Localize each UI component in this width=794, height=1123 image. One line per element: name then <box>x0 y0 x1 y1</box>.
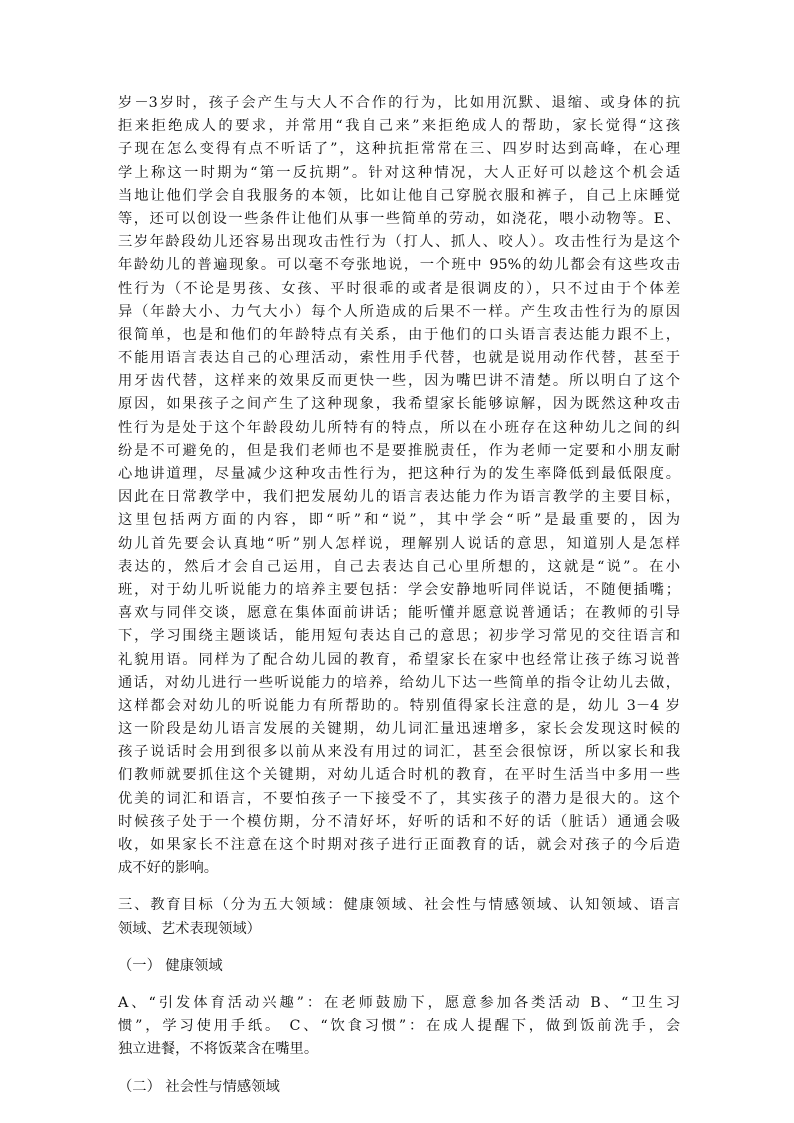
text-line: 心地讲道理，尽量减少这种攻击性行为，把这种行为的发生率降低到最低限度。 <box>118 466 680 482</box>
text-line: 惯”，学习使用手纸。 C、“饮食习惯”：在成人提醒下，做到饭前洗手，会 <box>118 1018 680 1035</box>
text-line: 通话，对幼儿进行一些听说能力的培养，给幼儿下达一些简单的指令让幼儿去做， <box>118 674 680 691</box>
text-line: 拒来拒绝成人的要求，并常用“我自己来”来拒绝成人的帮助，家长觉得“这孩 <box>118 118 680 135</box>
text-line: 三岁年龄段幼儿还容易出现攻击性行为（打人、抓人、咬人）。攻击性行为是这个 <box>118 234 680 251</box>
text-line: 表达的，然后才会自己运用，自己去表达自己心里所想的，这就是“说”。在小 <box>118 558 680 575</box>
text-line: 原因，如果孩子之间产生了这种现象，我希望家长能够谅解，因为既然这种攻击 <box>118 396 680 413</box>
text-line: 优美的词汇和语言，不要怕孩子一下接受不了，其实孩子的潜力是很大的。这个 <box>118 790 680 807</box>
text-line: 这里包括两方面的内容，即“听”和“说”，其中学会“听”是最重要的，因为 <box>118 512 680 529</box>
heading-line: （一） 健康领域 <box>118 957 223 974</box>
text-line: 很简单，也是和他们的年龄特点有关系，由于他们的口头语言表达能力跟不上， <box>118 326 680 343</box>
heading-line: 领域、艺术表现领域） <box>118 920 261 937</box>
text-line: 年龄幼儿的普遍现象。可以毫不夸张地说，一个班中 95%的幼儿都会有这些攻击 <box>118 257 680 274</box>
text-line: 纷是不可避免的，但是我们老师也不是要推脱责任，作为老师一定要和小朋友耐 <box>118 442 680 459</box>
text-line: 幼儿首先要会认真地“听”别人怎样说，理解别人说话的意思，知道别人是怎样 <box>118 535 680 552</box>
text-line: 因此在日常教学中，我们把发展幼儿的语言表达能力作为语言教学的主要目标， <box>118 489 680 506</box>
text-line: 性行为（不论是男孩、女孩、平时很乖的或者是很调皮的），只不过由于个体差 <box>118 280 680 297</box>
text-line: 们教师就要抓住这个关键期，对幼儿适合时机的教育，在平时生活当中多用一些 <box>118 767 680 784</box>
paragraph-behavior <box>118 92 680 880</box>
subsection-heading-social-emotional <box>118 1076 680 1099</box>
subsection-heading-health <box>118 955 680 978</box>
text-line: 礼貌用语。同样为了配合幼儿园的教育，希望家长在家中也经常让孩子练习说普 <box>118 651 680 668</box>
text-line: 异（年龄大小、力气大小）每个人所造成的后果不一样。产生攻击性行为的原因 <box>118 303 680 320</box>
text-line: 孩子说话时会用到很多以前从来没有用过的词汇，甚至会很惊讶，所以家长和我 <box>118 744 680 761</box>
text-line: 独立进餐，不将饭菜含在嘴里。 <box>118 1041 319 1058</box>
heading-line: （二） 社会性与情感领域 <box>118 1078 280 1095</box>
text-line: 不能用语言表达自己的心理活动，索性用手代替，也就是说用动作代替，甚至于 <box>118 350 680 367</box>
text-line: 用牙齿代替，这样来的效果反而更快一些，因为嘴巴讲不清楚。所以明白了这个 <box>118 373 680 390</box>
heading-line: 三、教育目标（分为五大领域：健康领域、社会性与情感领域、认知领域、语言 <box>118 897 680 914</box>
section-heading-education-goals <box>118 894 680 940</box>
text-line: 当地让他们学会自我服务的本领，比如让他自己穿脱衣服和裤子，自己上床睡觉 <box>118 187 680 204</box>
text-line: 班，对于幼儿听说能力的培养主要包括：学会安静地听同伴说话，不随便插嘴； <box>118 581 680 598</box>
paragraph-health-goals <box>118 992 680 1062</box>
text-line: 学上称这一时期为“第一反抗期”。针对这种情况，大人正好可以趁这个机会适 <box>118 164 680 181</box>
document-page <box>118 92 680 1099</box>
text-line: 时候孩子处于一个模仿期，分不清好坏，好听的话和不好的话（脏话）通通会吸 <box>118 813 680 830</box>
text-line: A、“引发体育活动兴趣”：在老师鼓励下，愿意参加各类活动 B、“卫生习 <box>118 994 680 1011</box>
text-line: 岁－3岁时，孩子会产生与大人不合作的行为，比如用沉默、退缩、或身体的抗 <box>118 95 680 111</box>
text-line: 成不好的影响。 <box>118 860 219 877</box>
text-line: 收，如果家长不注意在这个时期对孩子进行正面教育的话，就会对孩子的今后造 <box>118 837 680 853</box>
text-line: 下，学习围绕主题谈话，能用短句表达自己的意思；初步学习常见的交往语言和 <box>118 628 680 645</box>
text-line: 子现在怎么变得有点不听话了”，这种抗拒常常在三、四岁时达到高峰，在心理 <box>118 141 680 158</box>
text-line: 喜欢与同伴交谈，愿意在集体面前讲话；能听懂并愿意说普通话；在教师的引导 <box>118 605 680 622</box>
text-line: 这样都会对幼儿的听说能力有所帮助的。特别值得家长注意的是，幼儿 3－4 岁 <box>118 697 680 714</box>
text-line: 等，还可以创设一些条件让他们从事一些简单的劳动，如浇花，喂小动物等。E、 <box>118 210 680 227</box>
text-line: 这一阶段是幼儿语言发展的关键期，幼儿词汇量迅速增多，家长会发现这时候的 <box>118 721 680 738</box>
text-line: 性行为是处于这个年龄段幼儿所特有的特点，所以在小班存在这种幼儿之间的纠 <box>118 419 680 436</box>
